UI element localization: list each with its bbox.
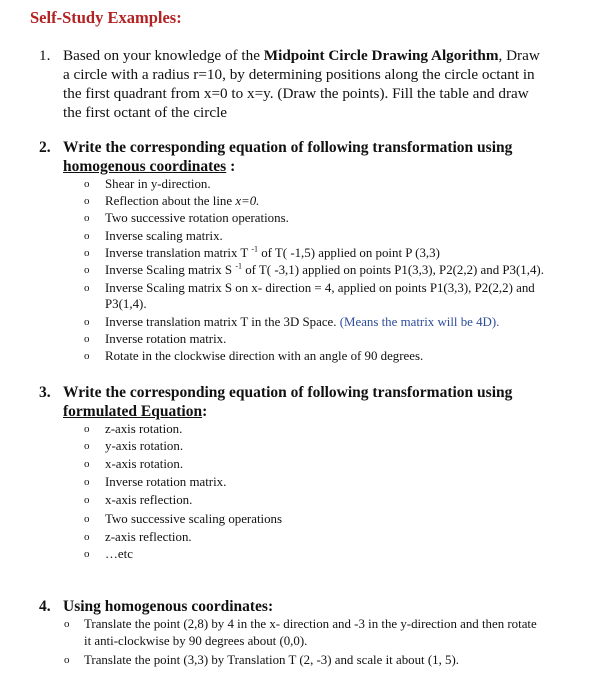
list-item: o Reflection about the line x=0. xyxy=(84,194,260,208)
bullet-icon: o xyxy=(84,212,90,224)
list-item: o Translate the point (3,3) by Translation T (2, -3) and scale it about (1, 5). xyxy=(64,653,459,667)
bullet-icon: o xyxy=(84,195,90,207)
bullet-icon: o xyxy=(64,618,70,630)
matrix-4d-note: (Means the matrix will be 4D). xyxy=(339,315,500,329)
homogenous-coordinates-label: homogenous coordinates xyxy=(63,158,227,175)
algorithm-name: Midpoint Circle Drawing Algorithm xyxy=(263,47,499,64)
question-1-number: 1. xyxy=(39,47,51,64)
question-4-heading: 4. Using homogenous coordinates: xyxy=(39,598,274,615)
list-item: o y-axis rotation. xyxy=(84,439,184,453)
list-item: o x-axis rotation. xyxy=(84,457,184,471)
question-1-line-1: Based on your knowledge of the Midpoint Circle Drawing Algorithm, Draw xyxy=(63,47,540,64)
question-1 xyxy=(39,46,589,122)
bullet-icon: o xyxy=(84,476,90,488)
list-item: o x-axis reflection. xyxy=(84,493,193,507)
list-item: o Rotate in the clockwise direction with an angle of 90 degrees. xyxy=(84,349,424,363)
bullet-icon: o xyxy=(84,513,90,525)
question-4-number: 4. xyxy=(39,598,51,615)
question-1-text xyxy=(63,46,589,122)
question-3-number: 3. xyxy=(39,384,51,401)
list-item: o z-axis rotation. xyxy=(84,422,183,436)
question-2-number: 2. xyxy=(39,139,51,156)
question-1-line-4: the first octant of the circle xyxy=(63,104,228,121)
bullet-icon: o xyxy=(84,423,90,435)
question-1-line-2: a circle with a radius r=10, by determining positions along the circle octant in xyxy=(63,66,535,83)
bullet-icon: o xyxy=(84,178,90,190)
list-item: o Inverse Scaling matrix S on x- direction = 4, applied on points P1(3,3), P2(2,2) and P3(1,4). xyxy=(84,281,535,311)
bullet-icon: o xyxy=(84,264,90,276)
bullet-icon: o xyxy=(84,494,90,506)
bullet-icon: o xyxy=(84,350,90,362)
bullet-icon: o xyxy=(84,531,90,543)
list-item: o Inverse rotation matrix. xyxy=(84,475,227,489)
list-item: o z-axis reflection. xyxy=(84,530,192,544)
bullet-icon: o xyxy=(64,654,70,666)
list-item: o Shear in y-direction. xyxy=(84,177,211,191)
question-2-heading: 2. Write the corresponding equation of following transformation using homogenous coordinates : xyxy=(39,139,513,175)
bullet-icon: o xyxy=(84,230,90,242)
list-item: o Translate the point (2,8) by 4 in the x- direction and -3 in the y-direction and then rotate it anti-clockwise by 90 degrees about (0,0). xyxy=(64,617,537,648)
list-item: o …etc xyxy=(84,547,133,561)
list-item: o Two successive rotation operations. xyxy=(84,211,289,225)
bullet-icon: o xyxy=(84,440,90,452)
bullet-icon: o xyxy=(84,548,90,560)
bullet-icon: o xyxy=(84,316,90,328)
bullet-icon: o xyxy=(84,458,90,470)
question-3-heading: 3. Write the corresponding equation of following transformation using formulated Equation: xyxy=(39,384,513,420)
question-1-line-3: the first quadrant from x=0 to x=y. (Draw the points). Fill the table and draw xyxy=(63,85,529,102)
list-item: o Inverse rotation matrix. xyxy=(84,332,227,346)
bullet-icon: o xyxy=(84,333,90,345)
list-item: o Inverse translation matrix T in the 3D Space. (Means the matrix will be 4D). xyxy=(84,315,500,329)
list-item: o Inverse Scaling matrix S $^{-1}$ of T( -3,1) applied on points P1(3,3), P2(2,2) and P3(1,4). xyxy=(84,261,544,277)
list-item: o Inverse scaling matrix. xyxy=(84,229,223,243)
page-title: Self-Study Examples: xyxy=(30,8,182,27)
formulated-equation-label: formulated Equation xyxy=(63,403,203,420)
list-item: o Two successive scaling operations xyxy=(84,512,283,526)
bullet-icon: o xyxy=(84,282,90,294)
bullet-icon: o xyxy=(84,247,90,259)
list-item: o Inverse translation matrix T $^{-1}$ of T( -1,5) applied on point P (3,3) xyxy=(84,244,440,260)
